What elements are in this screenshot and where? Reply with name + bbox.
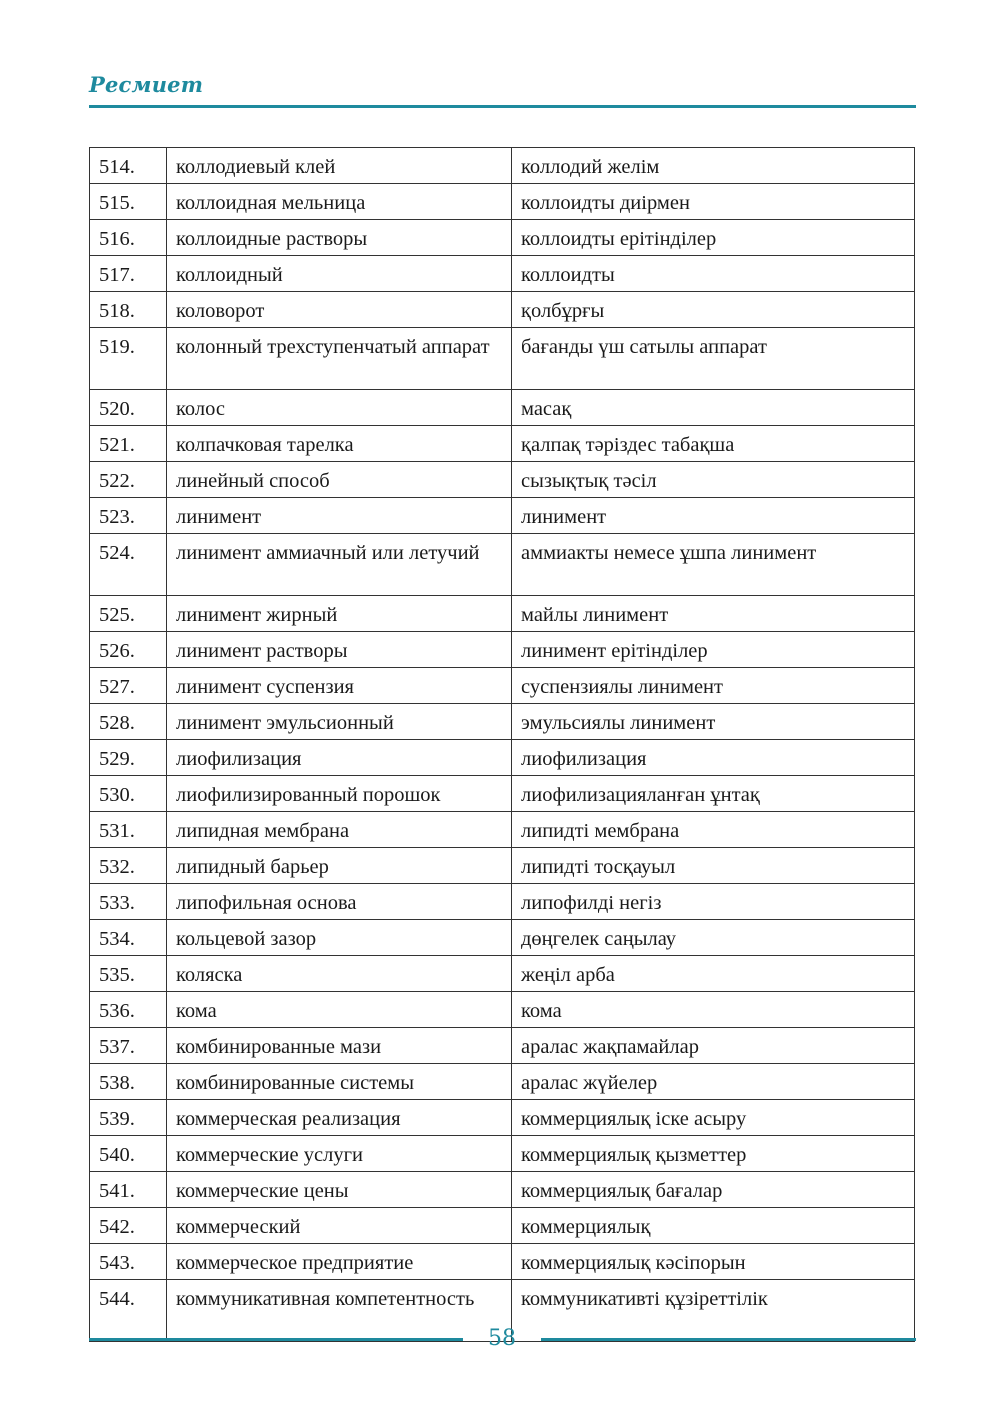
table-row	[90, 1136, 915, 1172]
kazakh-term-cell: аралас жақпамайлар	[512, 1028, 915, 1064]
kazakh-term-cell: кома	[512, 992, 915, 1028]
russian-term-cell: коммерческое предприятие	[167, 1244, 512, 1280]
kazakh-term-cell: линимент	[512, 498, 915, 534]
russian-term-cell: колонный трехступенчатый аппарат	[167, 328, 512, 390]
russian-term-cell: кольцевой зазор	[167, 920, 512, 956]
kazakh-term-cell: лиофилизация	[512, 740, 915, 776]
table-row	[90, 920, 915, 956]
page-number: 58	[488, 1326, 516, 1351]
table-row	[90, 328, 915, 390]
table-row	[90, 184, 915, 220]
russian-term-cell: коллоидная мельница	[167, 184, 512, 220]
kazakh-term-cell: коллодий желім	[512, 148, 915, 184]
table-row	[90, 848, 915, 884]
kazakh-term-cell: бағанды үш сатылы аппарат	[512, 328, 915, 390]
russian-term-cell: коммерческая реализация	[167, 1100, 512, 1136]
table-row	[90, 498, 915, 534]
russian-term-cell: коммерческие цены	[167, 1172, 512, 1208]
kazakh-term-cell: аммиакты немесе ұшпа линимент	[512, 534, 915, 596]
row-number-cell: 542.	[90, 1208, 167, 1244]
table-row	[90, 632, 915, 668]
table-row	[90, 1100, 915, 1136]
russian-term-cell: колпачковая тарелка	[167, 426, 512, 462]
header-divider	[89, 105, 916, 108]
row-number-cell: 539.	[90, 1100, 167, 1136]
table-row	[90, 596, 915, 632]
kazakh-term-cell: коллоидты	[512, 256, 915, 292]
table-row	[90, 704, 915, 740]
kazakh-term-cell: лиофилизацияланған ұнтақ	[512, 776, 915, 812]
kazakh-term-cell: қолбұрғы	[512, 292, 915, 328]
kazakh-term-cell: аралас жүйелер	[512, 1064, 915, 1100]
russian-term-cell: коловорот	[167, 292, 512, 328]
row-number-cell: 520.	[90, 390, 167, 426]
russian-term-cell: липидная мембрана	[167, 812, 512, 848]
footer-divider-left	[89, 1338, 463, 1341]
table-row	[90, 220, 915, 256]
row-number-cell: 518.	[90, 292, 167, 328]
row-number-cell: 526.	[90, 632, 167, 668]
russian-term-cell: линимент эмульсионный	[167, 704, 512, 740]
table-row	[90, 812, 915, 848]
kazakh-term-cell: липидті тосқауыл	[512, 848, 915, 884]
section-title: Ресмиет	[89, 72, 204, 97]
table-row	[90, 1064, 915, 1100]
kazakh-term-cell: липофилді негіз	[512, 884, 915, 920]
table-row	[90, 956, 915, 992]
russian-term-cell: коммуникативная компетентность	[167, 1280, 512, 1342]
table-row	[90, 1208, 915, 1244]
table-row	[90, 534, 915, 596]
row-number-cell: 544.	[90, 1280, 167, 1342]
russian-term-cell: коллоидный	[167, 256, 512, 292]
row-number-cell: 524.	[90, 534, 167, 596]
row-number-cell: 530.	[90, 776, 167, 812]
russian-term-cell: колос	[167, 390, 512, 426]
russian-term-cell: линимент аммиачный или летучий	[167, 534, 512, 596]
kazakh-term-cell: масақ	[512, 390, 915, 426]
glossary-table-body	[90, 148, 915, 1342]
row-number-cell: 517.	[90, 256, 167, 292]
glossary-table	[89, 147, 915, 1342]
footer-divider-right	[541, 1338, 916, 1341]
kazakh-term-cell: коммуникативті құзіреттілік	[512, 1280, 915, 1342]
row-number-cell: 523.	[90, 498, 167, 534]
kazakh-term-cell: коммерциялық іске асыру	[512, 1100, 915, 1136]
kazakh-term-cell: суспензиялы линимент	[512, 668, 915, 704]
russian-term-cell: лиофилизированный порошок	[167, 776, 512, 812]
russian-term-cell: комбинированные мази	[167, 1028, 512, 1064]
table-row	[90, 462, 915, 498]
table-row	[90, 668, 915, 704]
table-row	[90, 1172, 915, 1208]
russian-term-cell: линейный способ	[167, 462, 512, 498]
kazakh-term-cell: коммерциялық кәсіпорын	[512, 1244, 915, 1280]
table-row	[90, 884, 915, 920]
row-number-cell: 541.	[90, 1172, 167, 1208]
russian-term-cell: линимент суспензия	[167, 668, 512, 704]
russian-term-cell: коммерческие услуги	[167, 1136, 512, 1172]
row-number-cell: 521.	[90, 426, 167, 462]
row-number-cell: 538.	[90, 1064, 167, 1100]
row-number-cell: 527.	[90, 668, 167, 704]
russian-term-cell: коммерческий	[167, 1208, 512, 1244]
russian-term-cell: комбинированные системы	[167, 1064, 512, 1100]
kazakh-term-cell: эмульсиялы линимент	[512, 704, 915, 740]
row-number-cell: 514.	[90, 148, 167, 184]
russian-term-cell: коляска	[167, 956, 512, 992]
row-number-cell: 537.	[90, 1028, 167, 1064]
kazakh-term-cell: коммерциялық қызметтер	[512, 1136, 915, 1172]
row-number-cell: 529.	[90, 740, 167, 776]
table-row	[90, 1028, 915, 1064]
row-number-cell: 515.	[90, 184, 167, 220]
table-row	[90, 292, 915, 328]
row-number-cell: 531.	[90, 812, 167, 848]
kazakh-term-cell: майлы линимент	[512, 596, 915, 632]
kazakh-term-cell: жеңіл арба	[512, 956, 915, 992]
row-number-cell: 543.	[90, 1244, 167, 1280]
kazakh-term-cell: коллоидты диірмен	[512, 184, 915, 220]
row-number-cell: 519.	[90, 328, 167, 390]
kazakh-term-cell: липидті мембрана	[512, 812, 915, 848]
table-row	[90, 776, 915, 812]
row-number-cell: 534.	[90, 920, 167, 956]
russian-term-cell: лиофилизация	[167, 740, 512, 776]
table-row	[90, 740, 915, 776]
russian-term-cell: липидный барьер	[167, 848, 512, 884]
row-number-cell: 535.	[90, 956, 167, 992]
row-number-cell: 516.	[90, 220, 167, 256]
row-number-cell: 533.	[90, 884, 167, 920]
russian-term-cell: кома	[167, 992, 512, 1028]
kazakh-term-cell: коммерциялық	[512, 1208, 915, 1244]
russian-term-cell: коллоидные растворы	[167, 220, 512, 256]
row-number-cell: 525.	[90, 596, 167, 632]
kazakh-term-cell: сызықтық тәсіл	[512, 462, 915, 498]
table-row	[90, 390, 915, 426]
table-row	[90, 256, 915, 292]
table-row	[90, 1244, 915, 1280]
row-number-cell: 528.	[90, 704, 167, 740]
kazakh-term-cell: қалпақ тәріздес табақша	[512, 426, 915, 462]
russian-term-cell: линимент растворы	[167, 632, 512, 668]
table-row	[90, 992, 915, 1028]
russian-term-cell: коллодиевый клей	[167, 148, 512, 184]
row-number-cell: 522.	[90, 462, 167, 498]
row-number-cell: 532.	[90, 848, 167, 884]
kazakh-term-cell: дөңгелек саңылау	[512, 920, 915, 956]
kazakh-term-cell: коммерциялық бағалар	[512, 1172, 915, 1208]
russian-term-cell: линимент	[167, 498, 512, 534]
table-row	[90, 148, 915, 184]
kazakh-term-cell: коллоидты ерітінділер	[512, 220, 915, 256]
table-row	[90, 426, 915, 462]
row-number-cell: 540.	[90, 1136, 167, 1172]
russian-term-cell: линимент жирный	[167, 596, 512, 632]
russian-term-cell: липофильная основа	[167, 884, 512, 920]
kazakh-term-cell: линимент ерітінділер	[512, 632, 915, 668]
row-number-cell: 536.	[90, 992, 167, 1028]
